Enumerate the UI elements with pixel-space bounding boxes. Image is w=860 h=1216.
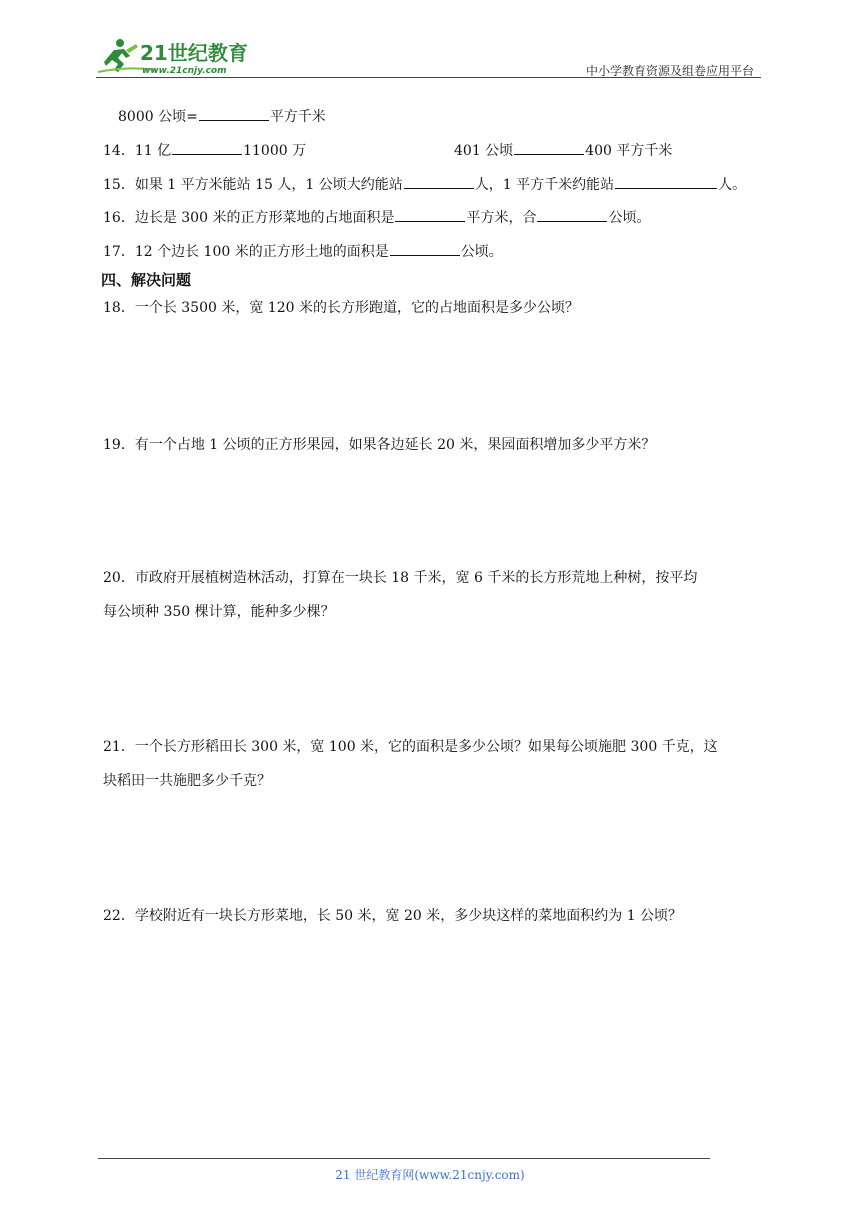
answer-blank[interactable] [514, 140, 584, 155]
question-14: 14．11 亿 11000 万 [103, 140, 306, 161]
answer-blank[interactable] [537, 207, 607, 222]
question-13-tail: 8000 公顷= 平方千米 [118, 106, 326, 127]
question-21-line2: 块稻田一共施肥多少千克？ [103, 773, 271, 789]
question-15: 15．如果 1 平方米能站 15 人，1 公顷大约能站 人，1 平方千米约能站 人。 [103, 174, 746, 195]
question-14b: 401 公顷 400 平方千米 [454, 140, 672, 161]
section-title: 四、解决问题 [101, 271, 192, 289]
answer-blank[interactable] [395, 207, 465, 222]
site-logo [96, 36, 266, 78]
question-19: 19．有一个占地 1 公顷的正方形果园，如果各边延长 20 米，果园面积增加多少平方米？ [103, 437, 656, 453]
footer-link[interactable]: 21 世纪教育网(www.21cnjy.com) [335, 1168, 525, 1182]
answer-blank[interactable] [199, 106, 269, 121]
question-number: 17． [103, 244, 135, 260]
answer-blank[interactable] [615, 174, 717, 189]
question-number: 16． [103, 210, 135, 226]
logo-wordmark: 21世纪教育 [140, 41, 248, 65]
answer-blank[interactable] [390, 241, 460, 256]
question-16: 16．边长是 300 米的正方形菜地的占地面积是 平方米，合 公顷。 [103, 207, 650, 228]
question-number: 14． [103, 143, 135, 159]
answer-blank[interactable] [172, 140, 242, 155]
question-21-line1: 21．一个长方形稻田长 300 米，宽 100 米，它的面积是多少公顷？如果每公顷施肥 300 千克，这 [103, 739, 718, 755]
answer-blank[interactable] [404, 174, 474, 189]
platform-label: 中小学教育资源及组卷应用平台 [585, 64, 754, 78]
footer-divider [98, 1158, 710, 1159]
header-divider [96, 77, 761, 78]
question-20-line2: 每公顷种 350 棵计算，能种多少棵？ [103, 604, 335, 620]
question-22: 22．学校附近有一块长方形菜地，长 50 米，宽 20 米，多少块这样的菜地面积约为 1 公顷？ [103, 908, 683, 924]
question-18: 18．一个长 3500 米，宽 120 米的长方形跑道，它的占地面积是多少公顷？ [103, 300, 579, 316]
question-number: 15． [103, 177, 135, 193]
question-17: 17．12 个边长 100 米的正方形土地的面积是 公顷。 [103, 241, 503, 262]
question-20-line1: 20．市政府开展植树造林活动，打算在一块长 18 千米，宽 6 千米的长方形荒地上种树，按平均 [103, 570, 698, 586]
logo-url: www.21cnjy.com [142, 66, 227, 76]
